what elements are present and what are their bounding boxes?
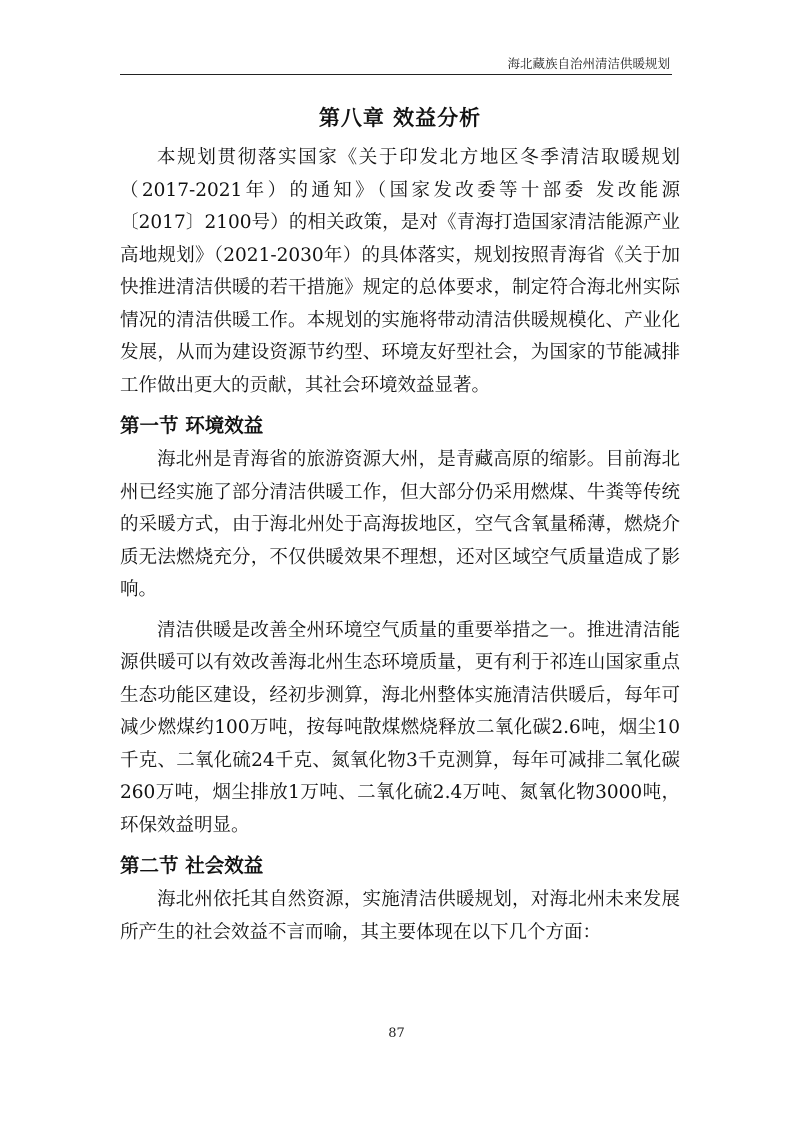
environment-paragraph-1: 海北州是青海省的旅游资源大州，是青藏高原的缩影。目前海北州已经实施了部分清洁供暖工作，但大部分仍采用燃煤、牛粪等传统的采暖方式，由于海北州处于高海拔地区，空气含氧量稀薄，燃烧介质无法燃烧充分，不仅供暖效果不理想，还对区域空气质量造成了影响。 [120, 449, 680, 600]
section-title-environment: 第一节 环境效益 [120, 414, 264, 437]
section-title-social: 第二节 社会效益 [120, 854, 264, 877]
chapter-title: 第八章 效益分析 [318, 106, 482, 130]
page-body [120, 98, 680, 949]
chapter-intro: 本规划贯彻落实国家《关于印发北方地区冬季清洁取暖规划（2017-2021年）的通知》（国家发改委等十部委 发改能源〔2017〕2100号）的相关政策，是对《青海打造国家清洁能源产业高地规划》（2021-2030年）的具体落实，规划按照青海省《关于加快推进清洁供暖的若干措施》规定的总体要求，制定符合海北州实际情况的清洁供暖工作。本规划的实施将带动清洁供暖规模化、产业化发展，从而为建设资源节约型、环境友好型社会，为国家的节能减排工作做出更大的贡献，其社会环境效益显著。 [120, 147, 680, 396]
header-title: 海北藏族自治州清洁供暖规划 [507, 56, 670, 71]
environment-paragraph-2: 清洁供暖是改善全州环境空气质量的重要举措之一。推进清洁能源供暖可以有效改善海北州生态环境质量，更有利于祁连山国家重点生态功能区建设，经初步测算，海北州整体实施清洁供暖后，每年可减少燃煤约100万吨，按每吨散煤燃烧释放二氧化碳2.6吨，烟尘10千克、二氧化硫24千克、氮氧化物3千克测算，每年可减排二氧化碳260万吨，烟尘排放1万吨、二氧化硫2.4万吨、氮氧化物3000吨，环保效益明显。 [120, 619, 680, 836]
page-number: 87 [388, 1026, 405, 1041]
running-header [120, 52, 672, 75]
social-paragraph-1: 海北州依托其自然资源，实施清洁供暖规划，对海北州未来发展所产生的社会效益不言而喻，其主要体现在以下几个方面： [120, 889, 680, 943]
